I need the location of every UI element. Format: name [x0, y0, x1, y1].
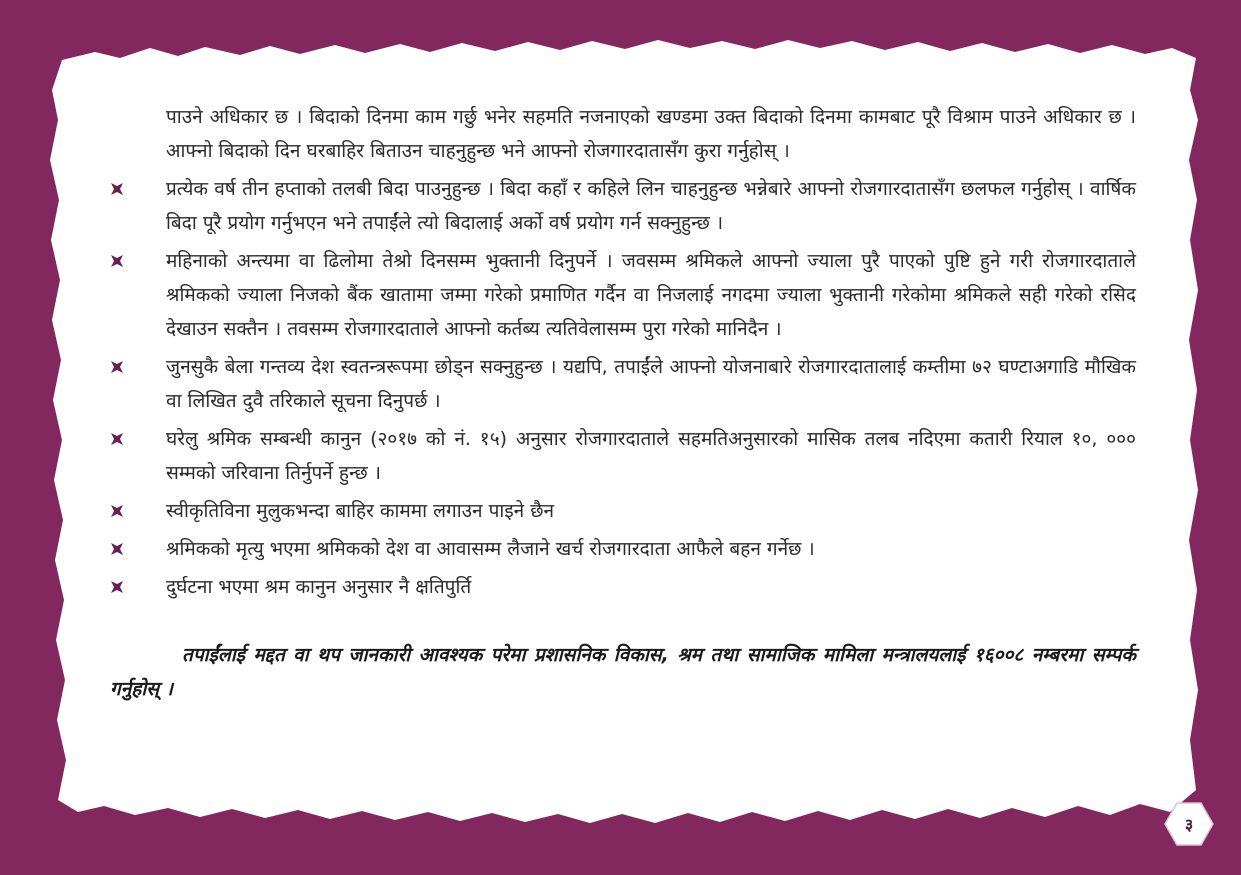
- x-mark-bullet-icon: [110, 570, 166, 604]
- list-item-text: दुर्घटना भएमा श्रम कानुन अनुसार नै क्षतिपुर्ति: [166, 576, 472, 598]
- list-item-text: प्रत्येक वर्ष तीन हप्ताको तलबी बिदा पाउनुहुन्छ । बिदा कहाँ र कहिले लिन चाहनुहुन्छ भन्नेबारे आफ्नो रोजगारदातासँग छलफल गर्नुहोस् । वार्षिक बिदा पूरै प्रयोग गर्नुभएन भने तपाईंले त्यो बिदालाई अर्को वर्ष प्रयोग गर्न सक्नुहुन्छ ।: [166, 178, 1136, 234]
- list-item-text: स्वीकृतिविना मुलुकभन्दा बाहिर काममा लगाउन पाइने छैन: [166, 500, 555, 522]
- contact-note: तपाईंलाई मद्दत वा थप जानकारी आवश्यक परेमा प्रशासनिक विकास, श्रम तथा सामाजिक मामिला मन्त्रालयलाई १६००८ नम्बरमा सम्पर्क गर्नुहोस् ।: [110, 644, 1136, 700]
- list-item: [110, 350, 1136, 418]
- list-item: [110, 244, 1136, 346]
- page-number: ३: [1184, 815, 1194, 834]
- page-number-badge: [1164, 801, 1214, 847]
- list-item-text: घरेलु श्रमिक सम्बन्धी कानुन (२०१७ को नं. १५) अनुसार रोजगारदाताले सहमतिअनुसारको मासिक तलब नदिएमा कतारी रियाल १०, ००० सम्मको जरिवाना तिर्नुपर्ने हुन्छ ।: [166, 428, 1136, 484]
- list-item: [110, 532, 1136, 566]
- list-item-text: जुनसुकै बेला गन्तव्य देश स्वतन्त्ररूपमा छोड्न सक्नुहुन्छ । यद्यपि, तपाईंले आफ्नो योजनाबारे रोजगारदातालाई कम्तीमा ७२ घण्टाअगाडि मौखिक वा लिखित दुवै तरिकाले सूचना दिनुपर्छ ।: [166, 356, 1136, 412]
- x-mark-bullet-icon: [110, 422, 166, 456]
- list-item: [110, 172, 1136, 240]
- list-item: [110, 494, 1136, 528]
- x-mark-bullet-icon: [110, 494, 166, 528]
- list-item: [110, 570, 1136, 604]
- list-item: [110, 422, 1136, 490]
- intro-continuation: पाउने अधिकार छ । बिदाको दिनमा काम गर्छु भनेर सहमति नजनाएको खण्डमा उक्त बिदाको दिनमा कामबाट पूरै विश्राम पाउने अधिकार छ । आफ्नो बिदाको दिन घरबाहिर बिताउन चाहनुहुन्छ भने आफ्नो रोजगारदातासँग कुरा गर्नुहोस् ।: [166, 106, 1136, 162]
- x-mark-bullet-icon: [110, 532, 166, 566]
- x-mark-bullet-icon: [110, 244, 166, 278]
- document-body: [110, 100, 1136, 725]
- list-item-text: श्रमिकको मृत्यु भएमा श्रमिकको देश वा आवासम्म लैजाने खर्च रोजगारदाता आफैले बहन गर्नेछ ।: [166, 538, 815, 560]
- x-mark-bullet-icon: [110, 350, 166, 384]
- list-item-text: महिनाको अन्त्यमा वा ढिलोमा तेश्रो दिनसम्म भुक्तानी दिनुपर्ने । जवसम्म श्रमिकले आफ्नो ज्याला पुरै पाएको पुष्टि हुने गरी रोजगारदाताले श्रमिकको ज्याला निजको बैंक खातामा जम्मा गरेको प्रमाणित गर्दैन वा निजलाई नगदमा ज्याला भुक्तानी गरेकोमा श्रमिकले सही गरेको रसिद देखाउन सक्तैन । तवसम्म रोजगारदाताले आफ्नो कर्तब्य त्यतिवेलासम्म पुरा गरेको मानिदैन ।: [166, 250, 1136, 340]
- x-mark-bullet-icon: [110, 172, 166, 206]
